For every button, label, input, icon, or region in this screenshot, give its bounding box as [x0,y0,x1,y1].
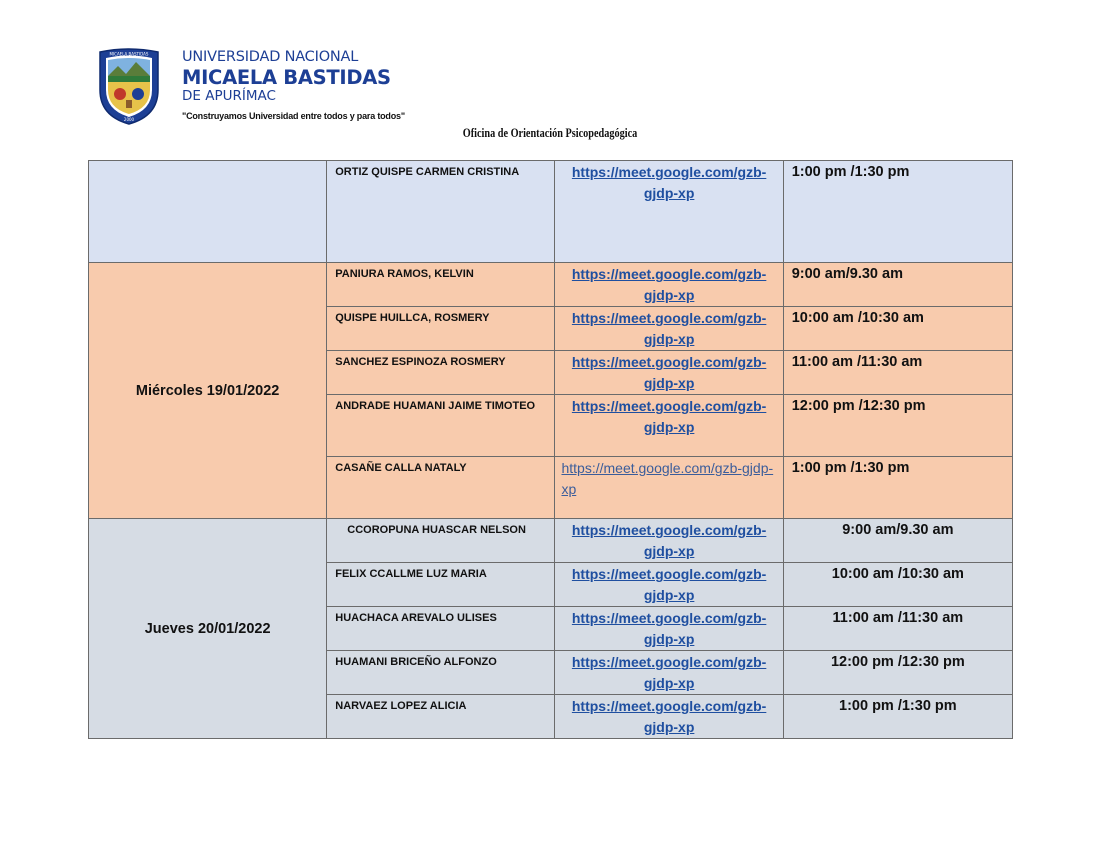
meeting-link-cell [555,563,783,607]
student-name-cell [327,307,555,351]
meeting-link-cell [555,263,783,307]
student-name: HUACHACA AREVALO ULISES [335,612,497,624]
time-cell [783,607,1012,651]
meeting-link[interactable]: https://meet.google.com/gzb-gjdp-xp [571,398,767,435]
meeting-link[interactable]: https://meet.google.com/gzb-gjdp-xp [571,164,767,201]
time-cell [783,307,1012,351]
time-cell [783,651,1012,695]
day-cell: Miércoles 19/01/2022 [89,263,327,519]
university-name-line2: MICAELA BASTIDAS [182,65,391,89]
meeting-link[interactable]: https://meet.google.com/gzb-gjdp-xp [571,698,767,735]
student-name-cell [327,519,555,563]
meeting-link-cell [555,307,783,351]
time-cell [783,351,1012,395]
meeting-link-cell [555,351,783,395]
time-slot: 10:00 am /10:30 am [831,566,964,582]
meeting-link[interactable]: https://meet.google.com/gzb-gjdp-xp [571,310,767,347]
student-name: PANIURA RAMOS, KELVIN [335,268,474,280]
seal-text: MICAELA BASTIDAS [109,51,149,57]
student-name: SANCHEZ ESPINOZA ROSMERY [335,356,506,368]
time-cell [783,563,1012,607]
time-slot: 1:00 pm /1:30 pm [791,460,910,476]
meeting-link[interactable]: https://meet.google.com/gzb-gjdp-xp [571,610,767,647]
meeting-link-cell [555,161,783,263]
time-slot: 1:00 pm /1:30 pm [839,698,957,714]
student-name: ORTIZ QUISPE CARMEN CRISTINA [335,166,520,178]
time-slot: 1:00 pm /1:30 pm [791,164,910,180]
student-name: NARVAEZ LOPEZ ALICIA [335,700,467,712]
student-name: QUISPE HUILLCA, ROSMERY [335,312,490,324]
meeting-link-cell [555,519,783,563]
time-cell [783,519,1012,563]
student-name-cell [327,395,555,457]
meeting-link[interactable]: https://meet.google.com/gzb-gjdp-xp [571,266,767,303]
table-row [89,519,1013,563]
student-name-cell [327,351,555,395]
university-name-line3: DE APURÍMAC [182,88,276,104]
meeting-link[interactable]: https://meet.google.com/gzb-gjdp-xp [571,522,767,559]
meeting-link-cell [555,695,783,739]
student-name: FELIX CCALLME LUZ MARIA [335,568,487,580]
schedule-table [88,160,1013,739]
meeting-link-cell [555,607,783,651]
document-header [96,46,716,136]
student-name-cell [327,457,555,519]
university-name [182,50,391,104]
table-row [89,263,1013,307]
meeting-link[interactable]: https://meet.google.com/gzb-gjdp-xp [571,354,767,391]
meeting-link[interactable]: https://meet.google.com/gzb-gjdp-xp [561,460,774,497]
meeting-link-cell [555,651,783,695]
student-name-cell [327,651,555,695]
table-row [89,161,1013,263]
student-name-cell [327,161,555,263]
student-name-cell [327,607,555,651]
time-slot: 11:00 am /11:30 am [791,354,923,370]
university-motto: "Construyamos Universidad entre todos y para todos" [182,111,405,121]
seal-year: 2000 [123,117,135,122]
student-name: CCOROPUNA HUASCAR NELSON [347,524,526,536]
time-cell [783,457,1012,519]
time-cell [783,395,1012,457]
student-name-cell [327,563,555,607]
day-cell [89,161,327,263]
university-seal-logo [96,46,162,126]
meeting-link[interactable]: https://meet.google.com/gzb-gjdp-xp [571,654,767,691]
time-cell [783,161,1012,263]
meeting-link[interactable]: https://meet.google.com/gzb-gjdp-xp [571,566,767,603]
time-slot: 9:00 am/9.30 am [842,522,954,538]
time-slot: 12:00 pm /12:30 pm [830,654,965,670]
student-name: ANDRADE HUAMANI JAIME TIMOTEO [335,400,536,412]
time-cell [783,695,1012,739]
meeting-link-cell [555,457,783,519]
student-name-cell [327,695,555,739]
student-name: CASAÑE CALLA NATALY [335,462,467,474]
time-slot: 12:00 pm /12:30 pm [791,398,926,414]
student-name-cell [327,263,555,307]
university-name-line1: UNIVERSIDAD NACIONAL [182,49,359,65]
time-slot: 9:00 am/9.30 am [791,266,903,282]
day-cell: Jueves 20/01/2022 [89,519,327,739]
meeting-link-cell [555,395,783,457]
student-name: HUAMANI BRICEÑO ALFONZO [335,656,497,668]
time-cell [783,263,1012,307]
office-title: Oficina de Orientación Psicopedagógica [462,126,638,140]
time-slot: 10:00 am /10:30 am [791,310,924,326]
time-slot: 11:00 am /11:30 am [832,610,964,626]
